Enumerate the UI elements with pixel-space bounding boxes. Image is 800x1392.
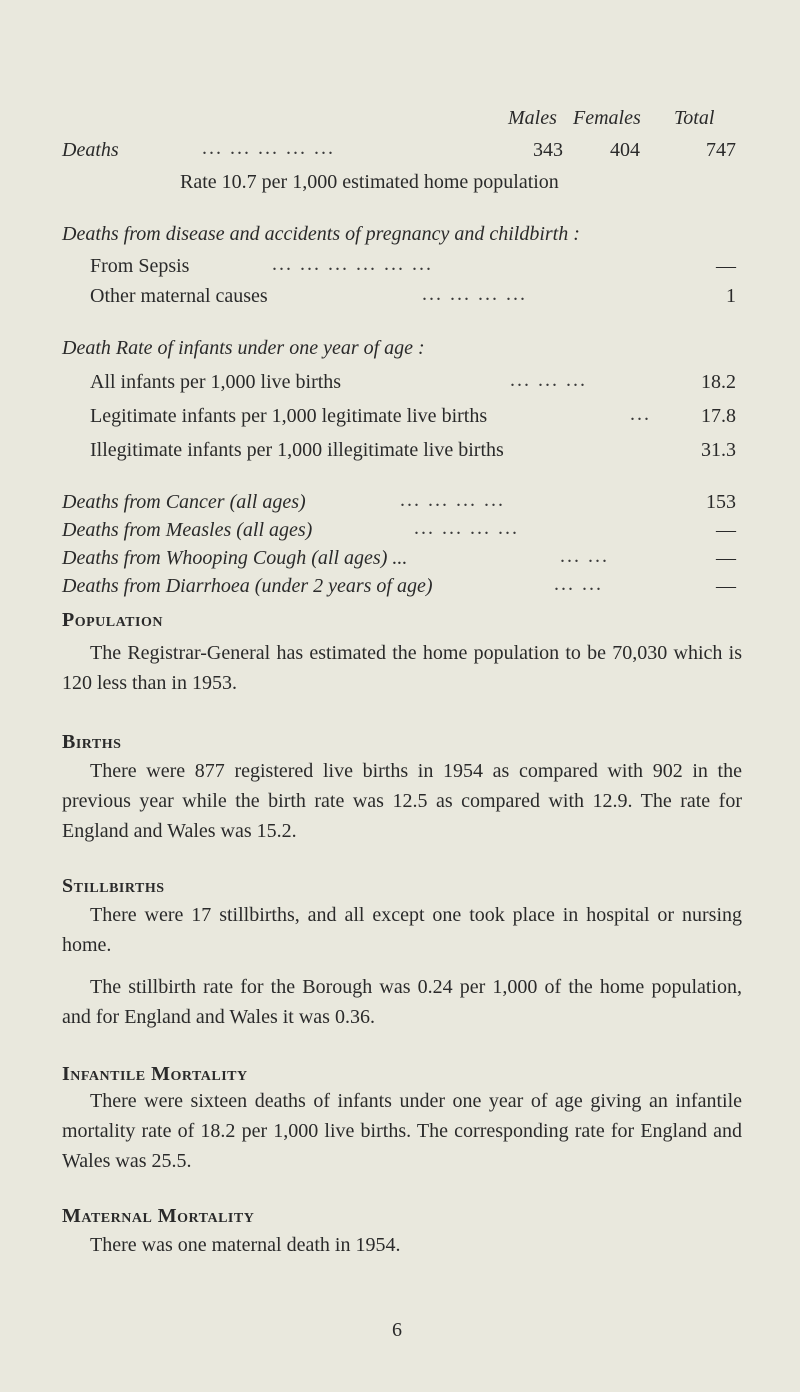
paragraph: There were 17 stillbirths, and all except one took place in hospital or nursing home. [62, 904, 742, 956]
infant-row-value: 18.2 [701, 371, 736, 393]
other-deaths-value: — [716, 519, 736, 541]
deaths-leader: ... ... ... ... ... [202, 137, 335, 159]
maternal-row-value: — [716, 255, 736, 277]
section-body-births [62, 756, 742, 846]
infant-row-label: Legitimate infants per 1,000 legitimate live births [90, 405, 488, 427]
col-header-males: Males [508, 107, 557, 129]
maternal-row-leader: ... ... ... ... ... ... [272, 253, 433, 275]
section-heading-population: Population [62, 609, 163, 631]
col-header-females: Females [573, 107, 641, 129]
other-deaths-label: Deaths from Diarrhoea (under 2 years of age) [62, 575, 433, 597]
infant-row-leader: ... [630, 403, 651, 425]
maternal-row-label: Other maternal causes [90, 285, 268, 307]
section-heading-stillbirths: Stillbirths [62, 875, 165, 897]
other-deaths-value: — [716, 547, 736, 569]
section-heading-births: Births [62, 731, 122, 753]
deaths-total: 747 [706, 139, 736, 161]
section-body-stillbirths [62, 900, 742, 1032]
other-deaths-label: Deaths from Cancer (all ages) [62, 491, 306, 513]
other-deaths-label: Deaths from Whooping Cough (all ages) ... [62, 547, 408, 569]
deaths-females: 404 [610, 139, 640, 161]
deaths-males: 343 [533, 139, 563, 161]
other-deaths-leader: ... ... [560, 545, 609, 567]
paragraph: There was one maternal death in 1954. [90, 1234, 401, 1256]
infant-row-leader: ... ... ... [510, 369, 587, 391]
paragraph: The stillbirth rate for the Borough was 0.24 per 1,000 of the home population, and for England and Wales it was 0.36. [62, 976, 742, 1028]
section-heading-infantile-mortality: Infantile Mortality [62, 1063, 248, 1085]
maternal-heading: Deaths from disease and accidents of pregnancy and childbirth : [62, 223, 580, 245]
infant-row-value: 31.3 [701, 439, 736, 461]
other-deaths-value: 153 [706, 491, 736, 513]
other-deaths-leader: ... ... ... ... [400, 489, 505, 511]
infant-row-label: All infants per 1,000 live births [90, 371, 342, 393]
other-deaths-leader: ... ... ... ... [414, 517, 519, 539]
other-deaths-label: Deaths from Measles (all ages) [62, 519, 313, 541]
maternal-row-value: 1 [726, 285, 736, 307]
maternal-row-leader: ... ... ... ... [422, 283, 527, 305]
infant-row-value: 17.8 [701, 405, 736, 427]
paragraph: There were 877 registered live births in 1954 as compared with 902 in the previous year while the birth rate was 12.5 as compared with 12.9. The rate for England and Wales was 15.2. [62, 760, 742, 842]
section-body-population [62, 638, 742, 698]
section-body-maternal-mortality [62, 1230, 742, 1260]
page-number: 6 [392, 1319, 402, 1341]
deaths-label: Deaths [62, 139, 119, 161]
section-body-infantile-mortality [62, 1086, 742, 1176]
paragraph: There were sixteen deaths of infants under one year of age giving an infantile mortality rate of 18.2 per 1,000 live births. The corresponding rate for England and Wales was 25.5. [62, 1090, 742, 1172]
other-deaths-value: — [716, 575, 736, 597]
infant-row-label: Illegitimate infants per 1,000 illegitimate live births [90, 439, 504, 461]
col-header-total: Total [674, 107, 715, 129]
paragraph: The Registrar-General has estimated the home population to be 70,030 which is 120 less than in 1953. [62, 642, 742, 694]
section-heading-maternal-mortality: Maternal Mortality [62, 1205, 255, 1227]
deaths-rate: Rate 10.7 per 1,000 estimated home population [180, 171, 559, 193]
infant-heading: Death Rate of infants under one year of age : [62, 337, 425, 359]
maternal-row-label: From Sepsis [90, 255, 190, 277]
other-deaths-leader: ... ... [554, 573, 603, 595]
